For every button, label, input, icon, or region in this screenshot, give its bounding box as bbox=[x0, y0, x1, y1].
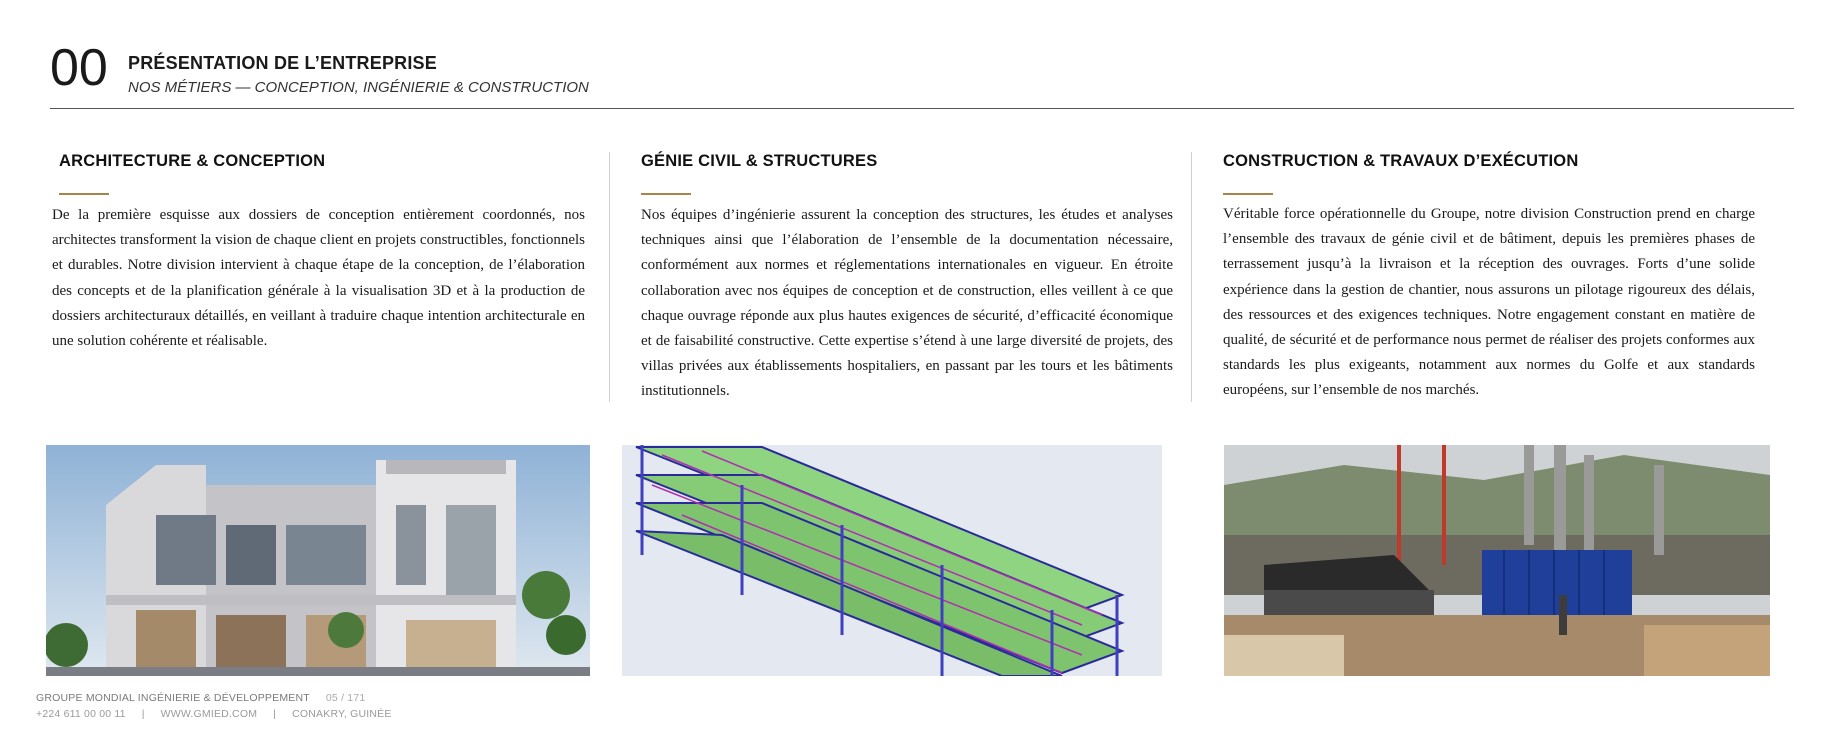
column-divider bbox=[1191, 152, 1192, 402]
column-text-civil bbox=[641, 203, 1173, 405]
page-number: 05 / 171 bbox=[325, 692, 366, 704]
column-body: Véritable force opérationnelle du Groupe, notre division Construction prend en charge l’ensemble des travaux de génie civil et de bâtiment, depuis les premières phases de terrassement jusqu’à la livraison et la réception des ouvrages. Forts d’une solide expérience dans la gestion de chantier, nous assurons un pilotage rigoureux des délais, des ressources et des exigences techniques. Notre engagement constant en matière de qualité, de sécurité et de performance nous permet de réaliser des projets conformes aux standards les plus exigeants, notamment aux normes du Golfe et aux standards européens, sur l’ensemble de nos marchés. bbox=[1223, 206, 1755, 399]
villa-architecture-image bbox=[46, 445, 590, 676]
footer-phone: +224 611 00 00 11 bbox=[36, 708, 126, 720]
footer-location: CONAKRY, GUINÉE bbox=[292, 708, 392, 720]
column-construction bbox=[1223, 152, 1755, 195]
column-body: Nos équipes d’ingénierie assurent la conception des structures, les études et analyses techniques ainsi que l’élaboration de l’ensemble de la documentation nécessaire, conformément aux normes et réglementations internationales en vigueur. En étroite collaboration avec nos équipes de conception et de construction, elles veillent à ce que chaque ouvrage réponde aux plus hautes exigences de sécurité, d’efficacité économique et de faisabilité constructive. Cette expertise s’étend à une large diversité de projets, des villas privées aux établissements hospitaliers, en passant par les tours et les bâtiments institutionnels. bbox=[641, 207, 1173, 400]
column-heading: ARCHITECTURE & CONCEPTION bbox=[59, 152, 326, 170]
footer-company: GROUPE MONDIAL INGÉNIERIE & DÉVELOPPEMENT bbox=[36, 692, 310, 704]
column-architecture bbox=[59, 152, 585, 195]
footer-website: WWW.GMIED.COM bbox=[160, 708, 258, 720]
column-text-construction bbox=[1223, 202, 1755, 404]
column-body: De la première esquisse aux dossiers de conception entièrement coordonnés, nos architectes transforment la vision de chaque client en projets constructibles, fonctionnels et durables. Notre division intervient à chaque étape de la conception, de l’élaboration des concepts et de la planification générale à la visualisation 3D et à la production de dossiers architecturaux détaillés, en veillant à traduire chaque intention architecturale en une solution cohérente et réalisable. bbox=[52, 207, 585, 350]
structural-model-image bbox=[622, 445, 1162, 676]
accent-line bbox=[1223, 193, 1273, 195]
column-heading: GÉNIE CIVIL & STRUCTURES bbox=[641, 152, 878, 170]
footer-company-line bbox=[36, 692, 365, 704]
column-divider bbox=[609, 152, 610, 402]
column-civil-engineering bbox=[641, 152, 1173, 195]
column-text-architecture bbox=[52, 203, 585, 354]
footer-separator: | bbox=[141, 708, 145, 720]
header-divider bbox=[50, 108, 1794, 109]
page-title: PRÉSENTATION DE L’ENTREPRISE bbox=[128, 53, 437, 73]
accent-line bbox=[59, 193, 109, 195]
section-number: 00 bbox=[50, 39, 108, 97]
footer-separator: | bbox=[273, 708, 277, 720]
construction-site-image bbox=[1224, 445, 1770, 676]
column-heading: CONSTRUCTION & TRAVAUX D’EXÉCUTION bbox=[1223, 152, 1579, 170]
accent-line bbox=[641, 193, 691, 195]
footer-contact-line bbox=[36, 708, 392, 720]
page-subtitle: NOS MÉTIERS — CONCEPTION, INGÉNIERIE & CONSTRUCTION bbox=[128, 79, 589, 96]
